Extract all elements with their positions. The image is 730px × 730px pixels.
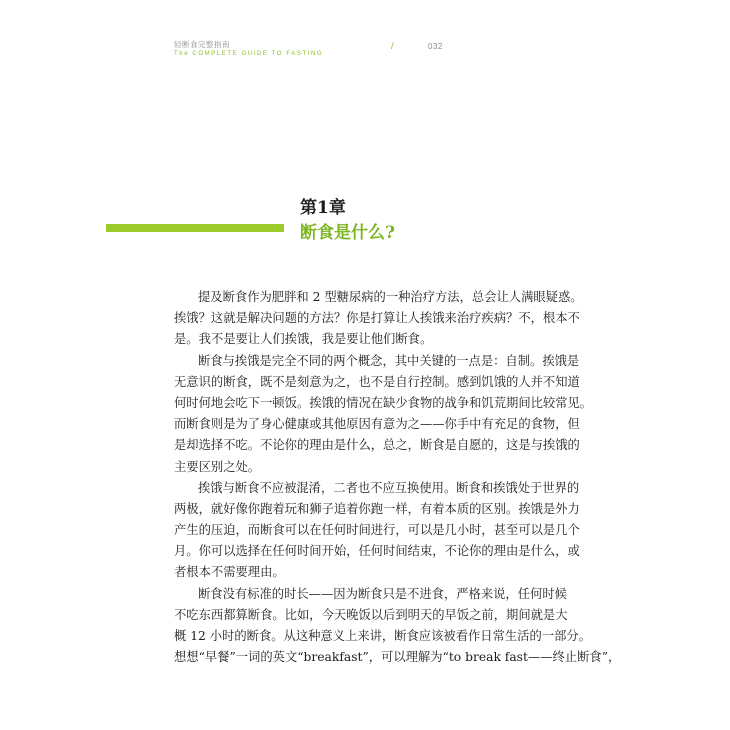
text-line: 产生的压迫，而断食可以在任何时间进行，可以是几小时，甚至可以是几个	[174, 523, 580, 538]
text-line: 想想“早餐”一词的英文“breakfast”，可以理解为“to break fast——终止断食”，	[174, 650, 621, 665]
book-title-cn: 轻断食完整指南	[174, 40, 230, 49]
page-number: 032	[428, 42, 443, 51]
text-line: 无意识的断食，既不是刻意为之，也不是自行控制。感到饥饿的人并不知道	[174, 374, 580, 389]
text-line: 主要区别之处。	[174, 459, 261, 474]
body-text	[174, 287, 621, 668]
text-line: 提及断食作为肥胖和 2 型糖尿病的一种治疗方法，总会让人满眼疑惑。	[198, 290, 583, 304]
text-line: 挨饿与断食不应被混淆，二者也不应互换使用。断食和挨饿处于世界的	[198, 480, 580, 495]
book-title-en: The COMPLETE GUIDE TO FASTING	[174, 51, 324, 57]
chapter-accent-bar	[106, 224, 284, 232]
text-line: 断食没有标准的时长——因为断食只是不进食，严格来说，任何时候	[198, 586, 567, 601]
text-line: 是却选择不吃。不论你的理由是什么，总之，断食是自愿的，这是与挨饿的	[174, 438, 580, 453]
text-line: 不吃东西都算断食。比如，今天晚饭以后到明天的早饭之前，期间就是大	[174, 607, 568, 622]
text-line: 两极，就好像你跑着玩和狮子追着你跑一样，有着本质的区别。挨饿是外力	[174, 501, 580, 516]
text-line: 何时何地会吃下一顿饭。挨饿的情况在缺少食物的战争和饥荒期间比较常见。	[174, 395, 593, 410]
text-line: 者根本不需要理由。	[174, 565, 285, 580]
text-line: 概 12 小时的断食。从这种意义上来讲，断食应该被看作日常生活的一部分。	[174, 629, 591, 643]
text-line: 是。我不是要让人们挨饿，我是要让他们断食。	[174, 332, 433, 347]
text-line: 挨饿？这就是解决问题的方法？你是打算让人挨饿来治疗疾病？不，根本不	[174, 311, 580, 326]
running-head	[174, 40, 323, 59]
header-separator: /	[391, 41, 394, 51]
text-line: 而断食则是为了身心健康或其他原因有意为之——你手中有充足的食物，但	[174, 417, 580, 432]
text-line: 断食与挨饿是完全不同的两个概念，其中关键的一点是：自制。挨饿是	[198, 353, 580, 368]
chapter-title: 断食是什么?	[300, 223, 395, 243]
chapter-label: 第1章	[300, 198, 346, 218]
text-line: 月。你可以选择在任何时间开始，任何时间结束，不论你的理由是什么，或	[174, 544, 580, 559]
